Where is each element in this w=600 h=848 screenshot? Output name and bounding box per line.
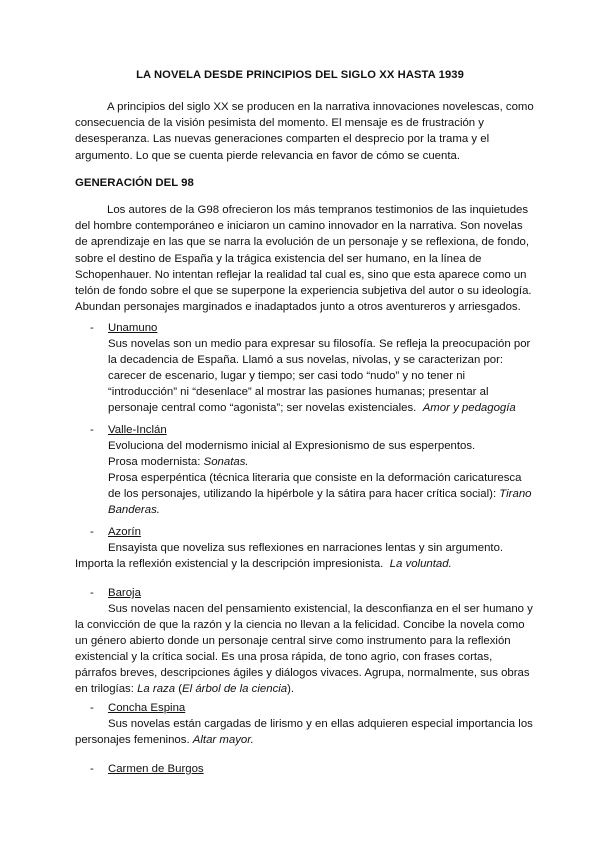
author-description: Ensayista que noveliza sus reflexiones en narraciones lentas y sin argumento. Importa la reflexión existencial y la descripción impresionista. La voluntad. [75,542,504,570]
list-dash: - [90,587,94,599]
author-entry-unamuno [75,320,535,416]
author-name: Unamuno [108,322,158,334]
author-name: Azorín [108,526,141,538]
author-name: Baroja [108,587,141,599]
work-title: El árbol de la ciencia [182,683,288,695]
author-name: Valle-Inclán [108,424,167,436]
section-heading: GENERACIÓN DEL 98 [75,177,194,189]
author-entry-concha-espina [75,700,535,748]
author-entry-carmen-de-burgos [75,761,535,777]
author-entry-azorin [75,524,535,572]
author-name: Carmen de Burgos [108,763,204,775]
list-dash: - [90,763,94,775]
work-title: Tirano Banderas. [108,488,532,516]
work-title: La raza [137,683,176,695]
work-title: Sonatas. [203,456,249,468]
list-dash: - [90,322,94,334]
section-intro-paragraph: Los autores de la G98 ofrecieron los más tempranos testimonios de las inquietudes del hombre contemporáneo e iniciaron un camino innovador en la narrativa. Son novelas de aprendizaje en las que se narra la evolución de un personaje y se reflexiona, de fondo, sobre el destino de España y la trágica existencia del ser humano, en la línea de Schopenhauer. No intentan reflejar la realidad tal cual es, sino que esta aparece como un telón de fondo sobre el que se superpone la experiencia subjetiva del autor o su ideología. Abundan personajes marginados e inadaptados junto a otros aventureros y arriesgados. [75,204,532,314]
work-title: Altar mayor. [192,734,254,746]
author-description: Sus novelas nacen del pensamiento existencial, la desconfianza en el ser humano y la convicción de que la razón y la ciencia no llevan a la felicidad. Concibe la novela como un género abierto donde un personaje central sirve como instrumento para la reflexión existencial y la crítica social. Es una prosa rápida, de tono agrio, con frases cortas, párrafos breves, descripciones ágiles y diálogos vivaces. Agrupa, normalmente, sus obras en trilogías: La raza (El árbol de la ciencia). [75,603,533,695]
list-dash: - [90,702,94,714]
list-dash: - [90,526,94,538]
author-description: Sus novelas están cargadas de lirismo y en ellas adquieren especial importancia los personajes femeninos. Altar mayor. [75,718,533,746]
work-title: La voluntad. [389,558,452,570]
author-name: Concha Espina [108,702,186,714]
work-title: Amor y pedagogía [422,402,516,414]
list-dash: - [90,424,94,436]
author-description: Sus novelas son un medio para expresar su filosofía. Se refleja la preocupación por la decadencia de España. Llamó a sus novelas, nivolas, y se caracterizan por: carecer de escenario, lugar y tiempo; ser casi todo “nudo” y no tener ni “introducción” ni “desenlace” al mostrar las pasiones humanas; presentar al personaje central como “agonista”; ser novelas existenciales. Amor y pedagogía [108,338,531,414]
author-entry-baroja [75,585,535,697]
author-entry-valle-inclan [75,422,535,518]
document-title: LA NOVELA DESDE PRINCIPIOS DEL SIGLO XX HASTA 1939 [136,69,464,81]
author-description: Evoluciona del modernismo inicial al Expresionismo de sus esperpentos. Prosa modernista: Sonatas. Prosa esperpéntica (técnica literaria que consiste en la deformación caricaturesca de los personajes, utilizando la hipérbole y la sátira para hacer crítica social): Tirano Banderas. [108,440,532,516]
intro-paragraph: A principios del siglo XX se producen en la narrativa innovaciones novelescas, como consecuencia de la visión pesimista del momento. El mensaje es de frustración y desesperanza. Las nuevas generaciones comparten el desprecio por la trama y el argumento. Lo que se cuenta pierde relevancia en favor de cómo se cuenta. [75,101,534,162]
